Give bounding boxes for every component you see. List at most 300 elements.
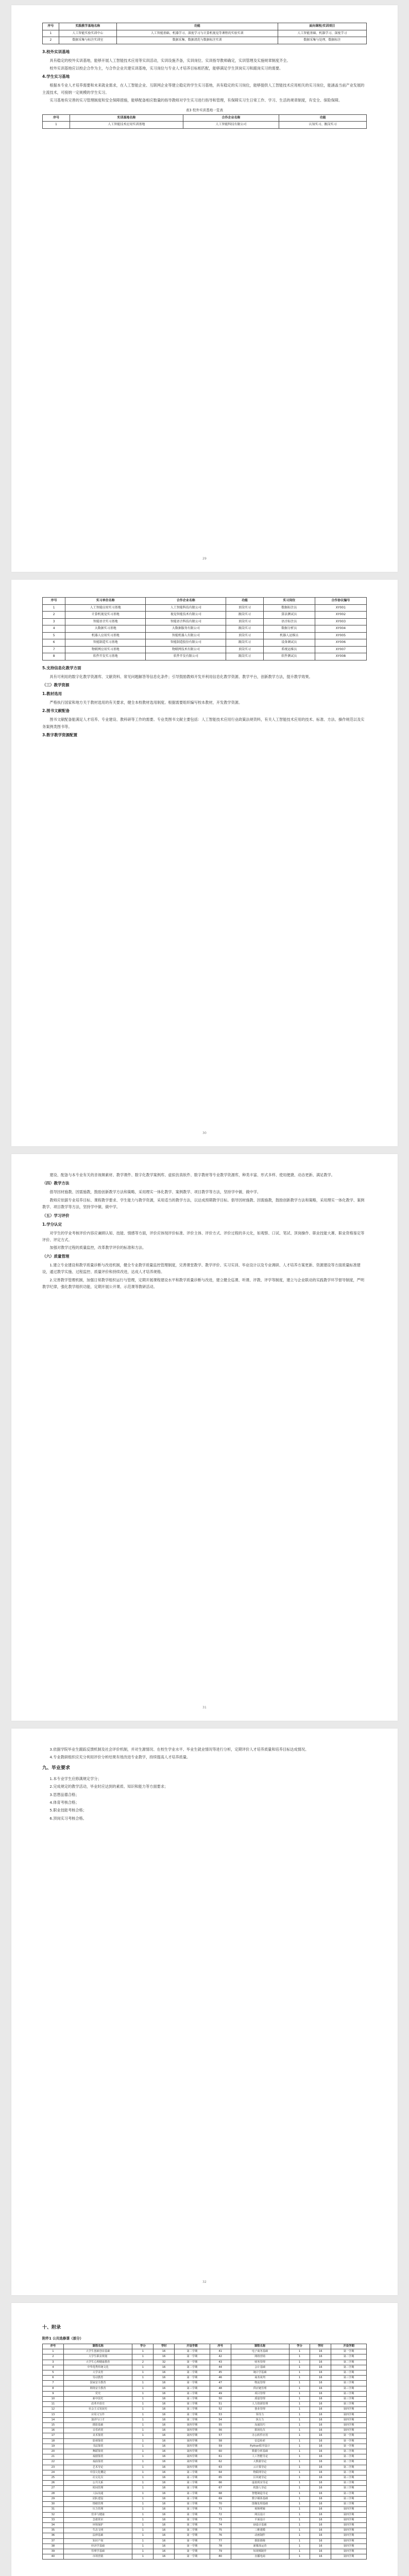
table-cell: XY003 <box>315 618 366 625</box>
table-cell: 社会主义发展史 <box>63 2407 132 2412</box>
table-cell: 16 <box>154 2370 175 2376</box>
table-header-cell: 序号 <box>43 114 70 122</box>
table-cell: 1 <box>132 2449 154 2454</box>
table-row <box>43 2397 367 2402</box>
table-cell: 1 <box>132 2397 154 2402</box>
table-cell: 1 <box>132 2522 154 2528</box>
table-cell: 云计算导论 <box>231 2465 289 2470</box>
table-cell: 数据采集与标注实训室 <box>59 37 116 44</box>
table-cell: 第三学期 <box>331 2481 367 2486</box>
table-cell: 1 <box>289 2438 310 2444</box>
table-cell: 16 <box>310 2476 331 2481</box>
table-cell: 16 <box>310 2391 331 2396</box>
table-cell: XY006 <box>315 639 366 647</box>
table-cell: 1 <box>289 2554 310 2560</box>
table-row <box>43 2502 367 2507</box>
table-cell: 16 <box>310 2481 331 2486</box>
table-cell: 16 <box>154 2502 175 2507</box>
table-cell: 16 <box>310 2349 331 2354</box>
table-cell: 机器人运维员 <box>263 632 315 639</box>
table-cell: 第二学期 <box>331 2449 367 2454</box>
table-cell: 38 <box>43 2544 64 2549</box>
table-cell: 统计学基础 <box>231 2370 289 2376</box>
table-cell: 新中国史 <box>63 2397 132 2402</box>
table-cell: 第四学期 <box>331 2522 367 2528</box>
table-cell: 第三学期 <box>175 2402 210 2407</box>
table-cell: 4 <box>43 2365 64 2370</box>
table-row <box>43 2517 367 2522</box>
table-cell: 14 <box>43 2417 64 2422</box>
table-cell: 53 <box>210 2412 231 2417</box>
table-cell: 10 <box>43 2397 64 2402</box>
table-cell: 16 <box>154 2412 175 2417</box>
chapter-heading: 十、附录 <box>42 2325 61 2330</box>
table-cell: 42 <box>210 2354 231 2360</box>
table-cell: 16 <box>154 2417 175 2422</box>
document-page-4 <box>11 1728 398 2295</box>
table-cell: 1 <box>43 604 65 612</box>
table-cell: 16 <box>310 2533 331 2538</box>
table-cell: 顶岗实习 <box>226 632 263 639</box>
table-cell: 1 <box>289 2544 310 2549</box>
table-cell: 第四学期 <box>331 2549 367 2554</box>
table-cell: 16 <box>310 2417 331 2422</box>
table-cell: 8 <box>43 2386 64 2391</box>
table-cell: 16 <box>310 2412 331 2417</box>
table-cell: 30 <box>43 2502 64 2507</box>
section-heading: 1.学分认定 <box>42 1222 62 1227</box>
table-cell: 1 <box>289 2449 310 2454</box>
table-cell: 跟岗实习 <box>226 653 263 660</box>
table-row <box>43 2491 367 2496</box>
table-cell: 第一学期 <box>175 2354 210 2360</box>
table-header-cell: 序号 <box>43 23 59 30</box>
table-cell: 财务管理 <box>231 2360 289 2365</box>
table-cell: 人工智能基础、机器学习、深度学习 <box>278 30 366 37</box>
section-heading: （六）质量管理 <box>42 1253 70 1259</box>
table-cell: 1 <box>289 2481 310 2486</box>
table-cell: 第二学期 <box>331 2360 367 2365</box>
table-cell: 人工智能科技有限公司 <box>146 604 226 612</box>
table-row <box>43 632 367 639</box>
table-cell: 数据采集与处理、数据标注 <box>278 37 366 44</box>
table-cell: XY005 <box>315 632 366 639</box>
table-cell: 62 <box>210 2460 231 2465</box>
table-cell: 16 <box>154 2349 175 2354</box>
paragraph: 加强对教学过程的质量监控，改革教学评价的标准和方法。 <box>49 1245 146 1250</box>
table-cell: 1 <box>289 2354 310 2360</box>
table-cell: 16 <box>43 2428 64 2433</box>
table-cell: 第四学期 <box>331 2533 367 2538</box>
table-cell: 艺术导论 <box>63 2465 132 2470</box>
table-cell: XY002 <box>315 612 366 619</box>
table-cell: 大学生创新创业基础 <box>63 2349 132 2354</box>
table-cell: 第三学期 <box>331 2376 367 2381</box>
table-cell: 28 <box>43 2491 64 2496</box>
table-cell: 第一学期 <box>175 2376 210 2381</box>
table-cell: 美术鉴赏 <box>63 2433 132 2438</box>
table-cell: 16 <box>154 2491 175 2496</box>
table-row <box>43 2512 367 2517</box>
table-cell: 第三学期 <box>175 2486 210 2491</box>
paragraph: 校外实训基地应以校企合作为主，与合作企业共建实训基地，实习岗位与专业人才培养目标相匹配，能够满足学生顶岗实习和跟岗实习的需要。 <box>49 65 283 71</box>
table-cell: 第三学期 <box>331 2391 367 2396</box>
table-cell: 16 <box>154 2354 175 2360</box>
table-cell: 78 <box>210 2544 231 2549</box>
table-cell: 1 <box>132 2507 154 2512</box>
table-row <box>43 625 367 633</box>
table-cell: 16 <box>310 2454 331 2460</box>
table-cell: 1 <box>289 2512 310 2517</box>
table-row <box>43 2402 367 2407</box>
table-cell: 16 <box>154 2402 175 2407</box>
table-cell: 第四学期 <box>331 2423 367 2428</box>
table-cell: 16 <box>154 2449 175 2454</box>
table-cell: 改革开放史 <box>63 2402 132 2407</box>
table-cell: 压力管理 <box>63 2507 132 2512</box>
table-cell: 法律基础 <box>63 2533 132 2538</box>
table-cell: 1 <box>132 2428 154 2433</box>
table-cell: 1 <box>289 2376 310 2381</box>
table-cell: 16 <box>310 2486 331 2491</box>
table-header-cell: 开设学期 <box>331 2344 367 2349</box>
table-cell: 第四学期 <box>331 2407 367 2412</box>
table-cell: 16 <box>310 2554 331 2560</box>
table-header-cell: 实习单位名称 <box>65 598 146 605</box>
table-cell: 56 <box>210 2428 231 2433</box>
table-cell: 48 <box>210 2386 231 2391</box>
table-cell: 16 <box>154 2481 175 2486</box>
table-header-cell: 功能 <box>116 23 278 30</box>
table-cell: 市场营销 <box>63 2554 132 2560</box>
table-row <box>43 612 367 619</box>
table-row <box>43 639 367 647</box>
table-cell: 16 <box>310 2528 331 2533</box>
table-cell: 第四学期 <box>331 2544 367 2549</box>
table-cell: 33 <box>43 2517 64 2522</box>
table-cell: 第三学期 <box>331 2476 367 2481</box>
table-cell: 视觉智能技术有限公司 <box>146 612 226 619</box>
table-cell: 人工智能导论 <box>231 2454 289 2460</box>
table-row <box>43 646 367 653</box>
lab-table <box>42 23 367 44</box>
table-row <box>43 2533 367 2538</box>
table-row <box>43 2465 367 2470</box>
table-row <box>43 2470 367 2475</box>
table-cell: 第四学期 <box>331 2517 367 2522</box>
table-cell: 79 <box>210 2549 231 2554</box>
table-cell: 16 <box>310 2402 331 2407</box>
table-cell: 短视频制作 <box>231 2549 289 2554</box>
table-cell: 舞蹈鉴赏 <box>63 2449 132 2454</box>
table-cell: 第二学期 <box>175 2365 210 2370</box>
table-cell: 47 <box>210 2381 231 2386</box>
table-cell: 16 <box>154 2423 175 2428</box>
table-cell: 16 <box>154 2544 175 2549</box>
table-cell: 演讲与口才 <box>63 2417 132 2422</box>
table-cell: 党史 <box>63 2391 132 2396</box>
table-cell: 58 <box>210 2438 231 2444</box>
table-cell: 网络安全教育 <box>63 2386 132 2391</box>
table-cell: 动画制作 <box>231 2533 289 2538</box>
table-cell: 1 <box>132 2465 154 2470</box>
paragraph: 4.专业教研组织应充分利用评价分析结果有效改进专业教学，持续提高人才培养质量。 <box>49 1755 191 1760</box>
table-cell: 1 <box>43 30 59 37</box>
table-cell: 1 <box>43 122 70 129</box>
table-cell: 软件开发实习基地 <box>65 653 146 660</box>
table-cell: 第一学期 <box>175 2538 210 2544</box>
table-cell: 1 <box>289 2423 310 2428</box>
table-cell: 61 <box>210 2454 231 2460</box>
table-cell: 55 <box>210 2423 231 2428</box>
table-cell: 1 <box>289 2486 310 2491</box>
table-row <box>43 2549 367 2554</box>
list-item: 2.完成规定的教学活动，毕业时应达到的素质、知识和能力等方面要求； <box>49 1784 168 1789</box>
table-cell: 60 <box>210 2449 231 2454</box>
document-page-1 <box>11 5 398 572</box>
table-cell: 16 <box>154 2549 175 2554</box>
table-cell: 5 <box>43 2370 64 2376</box>
table-cell: 12 <box>43 2407 64 2412</box>
table-cell: 1 <box>132 2544 154 2549</box>
table-cell: 数据采集、数据清洗与数据标注实训 <box>116 37 278 44</box>
table-cell: 第四学期 <box>175 2433 210 2438</box>
table-cell: 第四学期 <box>175 2449 210 2454</box>
table-cell: 1 <box>132 2417 154 2422</box>
table-cell: 第二学期 <box>331 2365 367 2370</box>
table-cell: 管理学基础 <box>63 2549 132 2554</box>
table-cell: 64 <box>210 2470 231 2475</box>
table-cell: 职场礼仪 <box>231 2428 289 2433</box>
table-cell: 第二学期 <box>331 2454 367 2460</box>
table-cell: 16 <box>154 2465 175 2470</box>
table-cell: 1 <box>289 2433 310 2438</box>
table-cell: 1 <box>132 2517 154 2522</box>
table-cell: 1 <box>132 2349 154 2354</box>
table-cell: 24 <box>43 2470 64 2475</box>
section-heading: 3.校外实训基地 <box>42 49 70 54</box>
table-cell: XY008 <box>315 653 366 660</box>
table-cell: 16 <box>310 2376 331 2381</box>
table-cell: 应用文写作 <box>63 2412 132 2417</box>
table-cell: 1 <box>289 2417 310 2422</box>
table-cell: 人工智能科技有限公司 <box>183 122 279 129</box>
table-cell: 第一学期 <box>331 2349 367 2354</box>
table-cell: 16 <box>154 2507 175 2512</box>
table-cell: 第一学期 <box>175 2360 210 2365</box>
table-cell: 情绪管理 <box>63 2502 132 2507</box>
table-cell: 第一学期 <box>331 2444 367 2449</box>
table-cell: 16 <box>310 2365 331 2370</box>
table-cell: 供应链管理 <box>231 2386 289 2391</box>
internship-table <box>42 597 367 660</box>
table-caption: 表3 校外实训基地一览表 <box>185 108 224 112</box>
table-cell: 16 <box>310 2517 331 2522</box>
list-item: 3.思想品德合格； <box>49 1792 79 1797</box>
table-header-cell: 学分 <box>289 2344 310 2349</box>
table-cell: 人工智能技术应用实训基地 <box>70 122 183 129</box>
table-cell: 第二学期 <box>175 2370 210 2376</box>
table-cell: 认知实习、跟岗实习 <box>279 122 367 129</box>
table-cell: 社交礼仪 <box>63 2476 132 2481</box>
table-cell: 16 <box>154 2554 175 2560</box>
table-cell: 第二学期 <box>331 2460 367 2465</box>
table-cell: 经济学基础 <box>63 2544 132 2549</box>
table-cell: 16 <box>154 2470 175 2475</box>
table-cell: 16 <box>154 2522 175 2528</box>
table-row <box>43 2423 367 2428</box>
table-cell: 16 <box>310 2386 331 2391</box>
table-cell: 系统运维员 <box>263 646 315 653</box>
table-cell: 16 <box>154 2517 175 2522</box>
table-cell: 16 <box>154 2486 175 2491</box>
table-header-cell: 功能 <box>279 114 367 122</box>
table-cell: 1 <box>289 2412 310 2417</box>
table-cell: 45 <box>210 2370 231 2376</box>
table-cell: 算法测试员 <box>263 612 315 619</box>
table-cell: 6 <box>43 639 65 647</box>
table-cell: 计算机视觉实习基地 <box>65 612 146 619</box>
table-cell: 1 <box>289 2349 310 2354</box>
paragraph: 倡导因材施教、因需施教，鼓励创新教学方法和策略，采用理实一体化教学、案例教学、项目教学等方法，坚持学中做、做中学。 <box>49 1190 261 1195</box>
table-cell: 16 <box>154 2376 175 2381</box>
table-cell: 1 <box>132 2444 154 2449</box>
table-cell: 2 <box>43 37 59 44</box>
page-number: 32 <box>202 2280 207 2284</box>
table-cell: 77 <box>210 2538 231 2544</box>
table-header-cell: 学分 <box>132 2344 154 2349</box>
table-cell: 第三学期 <box>175 2470 210 2475</box>
table-cell: 9 <box>43 2391 64 2396</box>
table-row <box>43 2391 367 2396</box>
table-row <box>43 2460 367 2465</box>
paragraph: 具有可利用的数字化教学资源库、文献资料、常见问题解答等信息化条件；引导鼓励教师开发并利用信息化教学资源、教学平台，创新教学方法，提升教学效果。 <box>49 674 313 679</box>
table-cell: 沟通技巧 <box>231 2423 289 2428</box>
table-cell: 商务谈判 <box>231 2376 289 2381</box>
table-cell: 16 <box>310 2465 331 2470</box>
table-cell: 16 <box>310 2444 331 2449</box>
table-cell: 第二学期 <box>175 2522 210 2528</box>
table-cell: 1 <box>132 2538 154 2544</box>
table-cell: 直播电商 <box>231 2554 289 2560</box>
table-cell: 信息检索 <box>231 2438 289 2444</box>
section-heading: 2.图书文献配备 <box>42 708 70 714</box>
table-cell: 16 <box>154 2528 175 2533</box>
table-cell: 1 <box>289 2454 310 2460</box>
table-cell: 智能制造股份有限公司 <box>146 639 226 647</box>
table-cell: 第二学期 <box>175 2412 210 2417</box>
table-cell: 第四学期 <box>175 2465 210 2470</box>
table-cell: 中华优秀传统文化 <box>63 2365 132 2370</box>
table-cell: 1 <box>132 2502 154 2507</box>
table-row <box>43 37 367 44</box>
table-row <box>43 2544 367 2549</box>
table-header-cell: 实习岗位 <box>263 598 315 605</box>
section-heading: 5.支持信息化教学方面 <box>42 665 81 670</box>
table-cell: 大学美育 <box>63 2370 132 2376</box>
table-cell: 16 <box>154 2476 175 2481</box>
table-cell: 6 <box>43 2376 64 2381</box>
table-cell: 语音标注员 <box>263 618 315 625</box>
table-cell: 13 <box>43 2412 64 2417</box>
section-heading: （五）学习评价 <box>42 1213 70 1218</box>
table-cell: 营养与健康 <box>63 2512 132 2517</box>
table-cell: 大数据导论 <box>231 2460 289 2465</box>
table-cell: 跟岗实习 <box>226 612 263 619</box>
table-cell: 第三学期 <box>331 2397 367 2402</box>
table-cell: 智能语音实习基地 <box>65 618 146 625</box>
table-cell: 7 <box>43 646 65 653</box>
table-cell: 80 <box>210 2554 231 2560</box>
table-cell: 劳动教育 <box>63 2376 132 2381</box>
table-cell: 1 <box>289 2528 310 2533</box>
table-cell: 第二学期 <box>175 2517 210 2522</box>
table-cell: 16 <box>154 2391 175 2396</box>
table-cell: 32 <box>43 2512 64 2517</box>
document-page-5 <box>11 2303 398 2576</box>
table-cell: 第三学期 <box>175 2491 210 2496</box>
table-cell: 5 <box>43 632 65 639</box>
table-cell: 顶岗实习 <box>226 618 263 625</box>
table-cell: 57 <box>210 2433 231 2438</box>
outside-base-table <box>42 114 367 129</box>
table-cell: 第四学期 <box>331 2412 367 2417</box>
table-cell: 第二学期 <box>331 2470 367 2475</box>
table-cell: 人工智能基础、机器学习、深度学习与计算机视觉等课程的实验实训 <box>116 30 278 37</box>
table-cell: 第四学期 <box>175 2428 210 2433</box>
paragraph: 对学生的学业考核评价内容应兼顾认知、技能、情感等方面，评价应体现评价标准、评价主体、评价方式、评价过程的多元化，如观察、口试、笔试、顶岗操作、职业技能大赛、职业资格鉴定等评价、评定方式。 <box>42 1230 365 1243</box>
paragraph: 严格执行国家和地方关于教材选用的有关要求，健全本校教材选用制度。根据需要组织编写校本教材，开发教学资源。 <box>49 700 243 705</box>
table-header-cell: 功能 <box>226 598 263 605</box>
table-cell: 第三学期 <box>331 2386 367 2391</box>
table-cell: 16 <box>154 2460 175 2465</box>
table-cell: 16 <box>310 2407 331 2412</box>
list-item: 1.本专业学生应修满规定学分； <box>49 1776 101 1781</box>
table-cell: 16 <box>310 2522 331 2528</box>
table-cell: 71 <box>210 2507 231 2512</box>
table-cell: 1 <box>132 2486 154 2491</box>
table-cell: 16 <box>310 2433 331 2438</box>
table-row <box>43 2528 367 2533</box>
table-cell: 1 <box>289 2407 310 2412</box>
table-cell: 1 <box>132 2412 154 2417</box>
table-cell: 第三学期 <box>331 2486 367 2491</box>
table-row <box>43 2438 367 2444</box>
table-cell: 52 <box>210 2407 231 2412</box>
table-cell: 第三学期 <box>331 2402 367 2407</box>
table-cell: 76 <box>210 2533 231 2538</box>
elective-table <box>42 2344 367 2560</box>
table-cell: 第四学期 <box>331 2512 367 2517</box>
table-cell: 16 <box>310 2381 331 2386</box>
table-cell: 67 <box>210 2486 231 2491</box>
table-cell: 跟岗实习 <box>226 625 263 633</box>
table-cell: 15 <box>43 2423 64 2428</box>
table-cell: 43 <box>210 2360 231 2365</box>
table-header-row <box>43 114 367 122</box>
table-cell: 大学生心理健康教育 <box>63 2360 132 2365</box>
table-cell: 第二学期 <box>175 2417 210 2422</box>
table-cell: 数据分析基础 <box>231 2449 289 2454</box>
table-cell: 第一学期 <box>175 2554 210 2560</box>
table-cell: 质量管理 <box>231 2397 289 2402</box>
table-cell: 1 <box>289 2391 310 2396</box>
table-cell: 1 <box>132 2402 154 2407</box>
table-cell: 66 <box>210 2481 231 2486</box>
table-cell: 第四学期 <box>331 2428 367 2433</box>
table-cell: 1 <box>289 2428 310 2433</box>
table-cell: 团队建设 <box>63 2496 132 2501</box>
